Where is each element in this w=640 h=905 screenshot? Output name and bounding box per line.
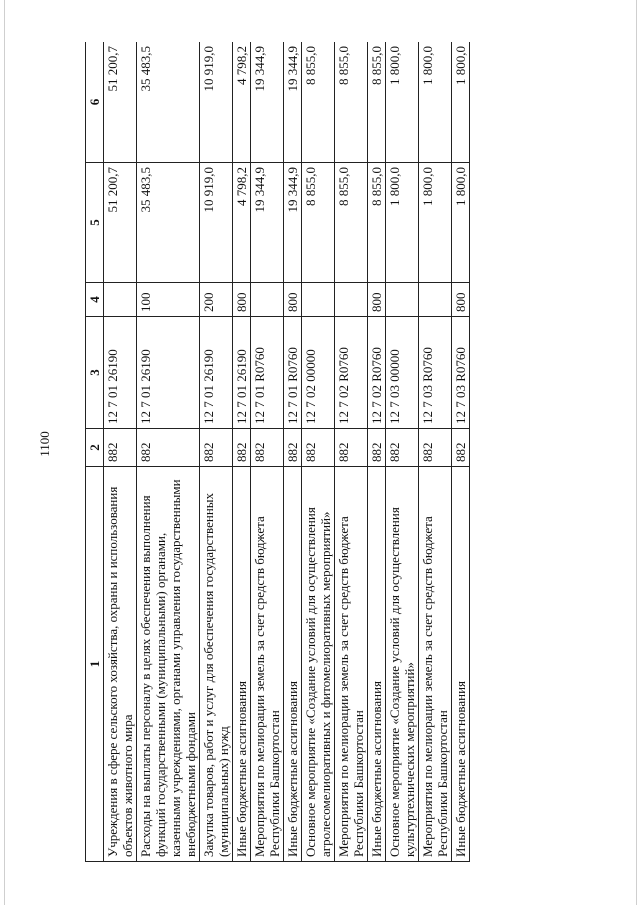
amount-cell: 1 800,0 [386, 163, 419, 283]
amount-total-cell: 8 855,0 [368, 42, 386, 163]
scan-edge-left [4, 0, 5, 905]
row-name-cell: Учреждения в сфере сельского хозяйства, охраны и использования объектов животного мира [104, 467, 137, 862]
expense-type-cell: 800 [368, 283, 386, 317]
target-article-cell: 12 7 03 R0760 [452, 317, 470, 429]
amount-cell: 51 200,7 [104, 163, 137, 283]
target-article-cell: 12 7 01 R0760 [251, 317, 284, 429]
rotated-table-area [85, 42, 530, 862]
expense-type-cell: 800 [233, 283, 251, 317]
table-row [284, 42, 302, 862]
amount-total-cell: 8 855,0 [302, 42, 335, 163]
ministry-code-cell: 882 [419, 429, 452, 467]
table-row [419, 42, 452, 862]
amount-cell: 19 344,9 [284, 163, 302, 283]
table-row [452, 42, 470, 862]
target-article-cell: 12 7 03 R0760 [419, 317, 452, 429]
table-row [386, 42, 419, 862]
amount-cell: 35 483,5 [137, 163, 200, 283]
row-name-cell: Мероприятия по мелиорации земель за счет средств бюджета Республики Башкортостан [335, 467, 368, 862]
table-body [104, 42, 470, 862]
amount-cell: 8 855,0 [302, 163, 335, 283]
column-header-4: 4 [86, 283, 104, 317]
expense-type-cell [302, 283, 335, 317]
row-name-cell: Иные бюджетные ассигнования [452, 467, 470, 862]
row-name-cell: Основное мероприятие «Создание условий для осуществления культуртехнических мероприятий» [386, 467, 419, 862]
expense-type-cell [386, 283, 419, 317]
amount-total-cell: 1 800,0 [386, 42, 419, 163]
target-article-cell: 12 7 02 00000 [302, 317, 335, 429]
row-name-cell: Иные бюджетные ассигнования [233, 467, 251, 862]
ministry-code-cell: 882 [368, 429, 386, 467]
column-header-2: 2 [86, 429, 104, 467]
amount-total-cell: 10 919,0 [200, 42, 233, 163]
ministry-code-cell: 882 [104, 429, 137, 467]
ministry-code-cell: 882 [284, 429, 302, 467]
ministry-code-cell: 882 [335, 429, 368, 467]
ministry-code-cell: 882 [302, 429, 335, 467]
amount-total-cell: 1 800,0 [419, 42, 452, 163]
amount-total-cell: 8 855,0 [335, 42, 368, 163]
ministry-code-cell: 882 [251, 429, 284, 467]
amount-total-cell: 19 344,9 [284, 42, 302, 163]
budget-table [85, 42, 470, 862]
amount-cell: 1 800,0 [452, 163, 470, 283]
expense-type-cell: 800 [452, 283, 470, 317]
target-article-cell: 12 7 01 R0760 [284, 317, 302, 429]
target-article-cell: 12 7 01 26190 [200, 317, 233, 429]
column-header-5: 5 [86, 163, 104, 283]
expense-type-cell: 800 [284, 283, 302, 317]
amount-total-cell: 4 798,2 [233, 42, 251, 163]
target-article-cell: 12 7 02 R0760 [335, 317, 368, 429]
table-row [104, 42, 137, 862]
amount-cell: 4 798,2 [233, 163, 251, 283]
ministry-code-cell: 882 [233, 429, 251, 467]
scan-edge-right [636, 0, 637, 905]
table-row [137, 42, 200, 862]
column-header-1: 1 [86, 467, 104, 862]
ministry-code-cell: 882 [137, 429, 200, 467]
expense-type-cell [419, 283, 452, 317]
expense-type-cell: 200 [200, 283, 233, 317]
amount-total-cell: 1 800,0 [452, 42, 470, 163]
expense-type-cell [104, 283, 137, 317]
table-row [335, 42, 368, 862]
row-name-cell: Мероприятия по мелиорации земель за счет средств бюджета Республики Башкортостан [251, 467, 284, 862]
row-name-cell: Иные бюджетные ассигнования [284, 467, 302, 862]
row-name-cell: Основное мероприятие «Создание условий для осуществления агролесомелиоративных и фитомелиоративных мероприятий» [302, 467, 335, 862]
row-name-cell: Мероприятия по мелиорации земель за счет средств бюджета Республики Башкортостан [419, 467, 452, 862]
row-name-cell: Иные бюджетные ассигнования [368, 467, 386, 862]
target-article-cell: 12 7 01 26190 [233, 317, 251, 429]
target-article-cell: 12 7 01 26190 [104, 317, 137, 429]
target-article-cell: 12 7 01 26190 [137, 317, 200, 429]
amount-total-cell: 51 200,7 [104, 42, 137, 163]
amount-cell: 8 855,0 [335, 163, 368, 283]
table-row [200, 42, 233, 862]
amount-cell: 10 919,0 [200, 163, 233, 283]
header-row [86, 42, 104, 862]
ministry-code-cell: 882 [386, 429, 419, 467]
ministry-code-cell: 882 [452, 429, 470, 467]
row-name-cell: Расходы на выплаты персоналу в целях обеспечения выполнения функций государственными (муниципальными) органами, казенными учреждениями, органами управления государственными внебюджетными фондами [137, 467, 200, 862]
table-row [302, 42, 335, 862]
amount-total-cell: 19 344,9 [251, 42, 284, 163]
expense-type-cell: 100 [137, 283, 200, 317]
target-article-cell: 12 7 02 R0760 [368, 317, 386, 429]
amount-cell: 19 344,9 [251, 163, 284, 283]
column-header-3: 3 [86, 317, 104, 429]
ministry-code-cell: 882 [200, 429, 233, 467]
expense-type-cell [335, 283, 368, 317]
table-row [233, 42, 251, 862]
amount-total-cell: 35 483,5 [137, 42, 200, 163]
amount-cell: 8 855,0 [368, 163, 386, 283]
table-row [251, 42, 284, 862]
expense-type-cell [251, 283, 284, 317]
target-article-cell: 12 7 03 00000 [386, 317, 419, 429]
amount-cell: 1 800,0 [419, 163, 452, 283]
column-header-6: 6 [86, 42, 104, 163]
row-name-cell: Закупка товаров, работ и услуг для обеспечения государственных (муниципальных) нужд [200, 467, 233, 862]
table-row [368, 42, 386, 862]
table-container [85, 42, 530, 862]
page-number: 1100 [36, 431, 52, 457]
